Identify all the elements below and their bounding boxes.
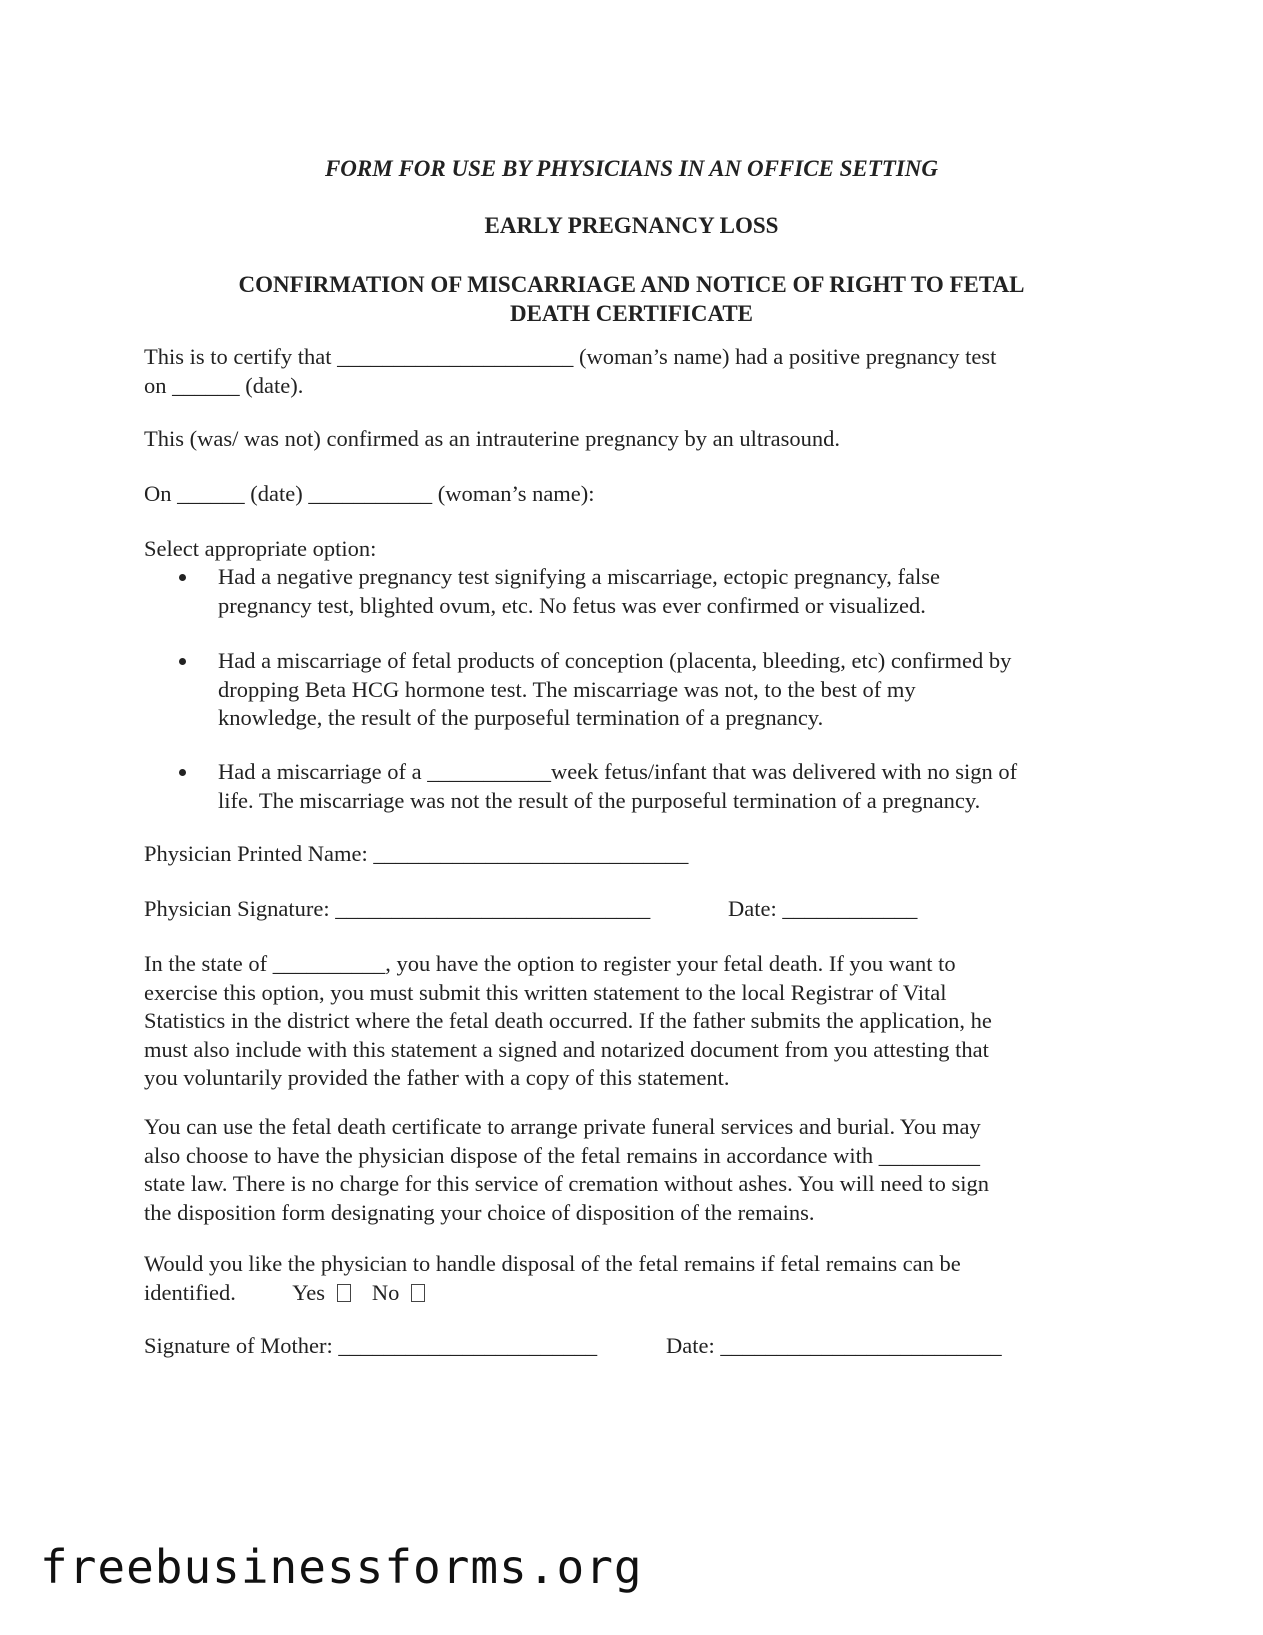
paragraph-line: must also include with this statement a signed and notarized document from you attesting that [144,1036,989,1062]
option-text-line: Had a miscarriage of a ___________week fetus/infant that was delivered with no sign of [218,759,1018,784]
paragraph-line: the disposition form designating your choice of disposition of the remains. [144,1199,815,1225]
paragraph-line: you voluntarily provided the father with a copy of this statement. [144,1065,730,1090]
option-miscarriage-fetus[interactable] [144,758,1104,815]
option-list [144,563,1104,620]
bullet-icon [179,574,186,581]
paragraph-line: state law. There is no charge for this service of cremation without ashes. You will need to sign [144,1171,990,1196]
form-subtitle-text: CONFIRMATION OF MISCARRIAGE AND NOTICE OF RIGHT TO FETAL DEATH CERTIFICATE [238,272,1025,326]
disposal-answer-row [144,1279,1104,1308]
mother-signature-field[interactable]: Signature of Mother: _______________________ [144,1333,598,1358]
form-use-heading: FORM FOR USE BY PHYSICIANS IN AN OFFICE SETTING [324,156,939,181]
paragraph-line: Would you like the physician to handle disposal of the fetal remains if fetal remains can be [144,1251,961,1276]
no-label: No [371,1279,400,1305]
paragraph-line: identified. [144,1279,236,1305]
physician-signature-row [144,895,1104,924]
option-text-line: Had a miscarriage of fetal products of conception (placenta, bleeding, etc) confirmed by [218,648,1012,673]
paragraph-line: exercise this option, you must submit this written statement to the local Registrar of Vital [144,979,947,1005]
ultrasound-line: This (was/ was not) confirmed as an intrauterine pregnancy by an ultrasound. [144,426,841,451]
option-text-line: life. The miscarriage was not the result of the purposeful termination of a pregnancy. [218,787,981,813]
form-title: EARLY PREGNANCY LOSS [484,213,779,238]
select-option-label: Select appropriate option: [144,536,377,561]
bullet-icon [179,658,186,665]
paragraph-line: Statistics in the district where the fetal death occurred. If the father submits the application, he [144,1008,992,1033]
yes-checkbox[interactable] [337,1284,351,1302]
certify-line-1: This is to certify that _____________________ (woman’s name) had a positive pregnancy test [144,344,997,369]
paragraph-line: also choose to have the physician dispose of the fetal remains in accordance with _________ [144,1142,981,1168]
physician-printed-name-field[interactable]: Physician Printed Name: ____________________________ [144,841,689,866]
paragraph-line: You can use the fetal death certificate to arrange private funeral services and burial. You may [144,1114,981,1139]
certify-paragraph [144,343,1104,400]
physician-signature-field[interactable]: Physician Signature: ____________________________ [144,896,651,921]
option-miscarriage-products[interactable] [144,647,1104,733]
option-text-line: knowledge, the result of the purposeful termination of a pregnancy. [218,705,824,730]
disposal-question [144,1250,1104,1307]
option-list [144,647,1104,733]
yes-label: Yes [292,1279,326,1305]
form-subtitle [0,270,1263,328]
bullet-icon [179,769,186,776]
mother-signature-row [144,1332,1104,1361]
option-list [144,758,1104,815]
on-date-line: On ______ (date) ___________ (woman’s name): [144,481,595,506]
funeral-notice-paragraph [144,1113,1104,1227]
option-text-line: dropping Beta HCG hormone test. The miscarriage was not, to the best of my [218,676,916,702]
option-negative-test[interactable] [144,563,1104,620]
option-text-line: Had a negative pregnancy test signifying a miscarriage, ectopic pregnancy, false [218,564,940,589]
paragraph-line: In the state of __________, you have the option to register your fetal death. If you want to [144,951,956,976]
state-notice-paragraph [144,950,1104,1093]
physician-date-field[interactable]: Date: ____________ [728,896,918,921]
no-checkbox[interactable] [411,1284,425,1302]
option-text-line: pregnancy test, blighted ovum, etc. No fetus was ever confirmed or visualized. [218,592,926,618]
mother-date-field[interactable]: Date: _________________________ [666,1333,1002,1358]
site-watermark: freebusinessforms.org [40,1540,643,1594]
certify-line-2: on ______ (date). [144,372,304,398]
